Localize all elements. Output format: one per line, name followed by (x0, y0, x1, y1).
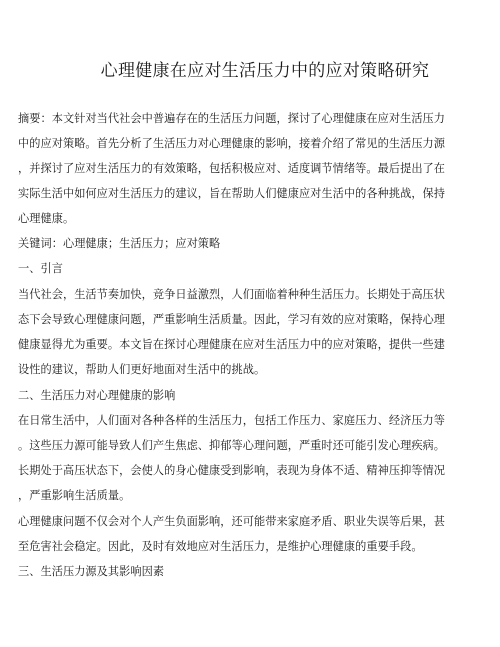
body-line-2: 态下会导致心理健康问题，严重影响生活质量。因此，学习有效的应对策略，保持心理 (18, 313, 446, 326)
abstract-line-1: 摘要：本文针对当代社会中普遍存在的生活压力问题，探讨了心理健康在应对生活压力 (18, 112, 446, 125)
body-line-10: 至危害社会稳定。因此，及时有效地应对生活压力，是维护心理健康的重要手段。 (18, 540, 423, 553)
body-line-3: 健康显得尤为重要。本文旨在探讨心理健康在应对生活压力中的应对策略，提供一些建 (18, 338, 446, 351)
body-line-8: ，严重影响生活质量。 (18, 489, 131, 502)
section-heading-3: 三、生活压力源及其影响因素 (18, 565, 165, 578)
body-line-4: 设性的建议，帮助人们更好地面对生活中的挑战。 (18, 363, 266, 376)
document-title: 心理健康在应对生活压力中的应对策略研究 (100, 61, 430, 81)
abstract-line-2: 中的应对策略。首先分析了生活压力对心理健康的影响，接着介绍了常见的生活压力源 (18, 137, 446, 150)
body-line-9: 心理健康问题不仅会对个人产生负面影响，还可能带来家庭矛盾、职业失误等后果，甚 (18, 515, 446, 528)
section-heading-1: 一、引言 (18, 262, 63, 275)
section-heading-2: 二、生活压力对心理健康的影响 (18, 389, 176, 402)
body-line-5: 在日常生活中，人们面对各种各样的生活压力，包括工作压力、家庭压力、经济压力等 (18, 414, 446, 427)
abstract-line-5: 心理健康。 (18, 212, 75, 225)
abstract-line-3: ，并探讨了应对生活压力的有效策略，包括积极应对、适度调节情绪等。最后提出了在 (18, 162, 446, 175)
body-line-6: 。这些压力源可能导致人们产生焦虑、抑郁等心理问题，严重时还可能引发心理疾病。 (18, 439, 446, 452)
body-line-7: 长期处于高压状态下，会使人的身心健康受到影响，表现为身体不适、精神压抑等情况 (18, 464, 446, 477)
abstract-line-4: 实际生活中如何应对生活压力的建议，旨在帮助人们健康应对生活中的各种挑战，保持 (18, 187, 446, 200)
body-line-1: 当代社会，生活节奏加快，竞争日益激烈，人们面临着种种生活压力。长期处于高压状 (18, 288, 446, 301)
keywords-line: 关键词：心理健康；生活压力；应对策略 (18, 237, 221, 250)
